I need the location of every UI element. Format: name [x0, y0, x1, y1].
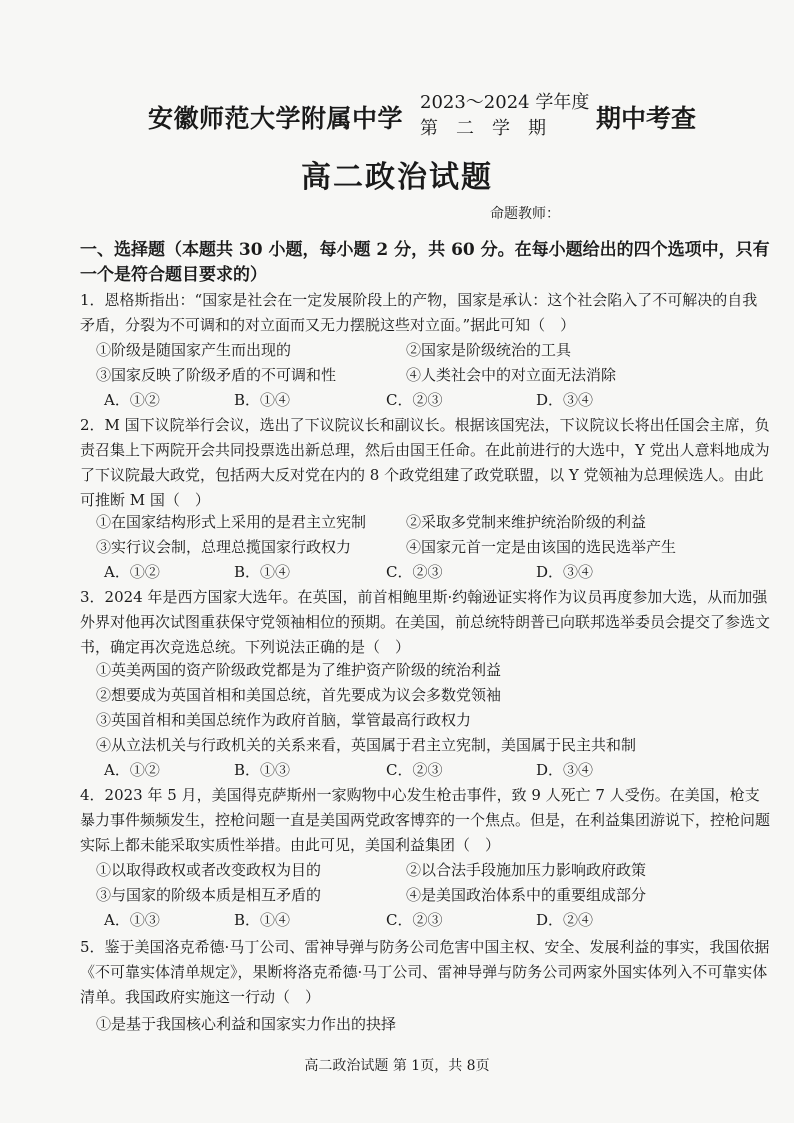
- author-label: 命题教师：: [490, 206, 560, 222]
- term-info: [420, 88, 590, 140]
- choice-a[interactable]: A．①②: [104, 391, 160, 409]
- question-1: [80, 288, 770, 338]
- statement-item: ①以取得政权或者改变政权为目的: [96, 861, 322, 879]
- exam-header: [148, 88, 708, 138]
- choice-d[interactable]: D．②④: [536, 911, 594, 929]
- choice-a[interactable]: A．①③: [104, 911, 160, 929]
- statement-item: ④从立法机关与行政机关的关系来看，英国属于君主立宪制，美国属于民主共和制: [96, 736, 637, 754]
- statement-item: ②想要成为英国首相和美国总统，首先要成为议会多数党领袖: [96, 686, 502, 704]
- choice-c[interactable]: C．②③: [386, 563, 443, 581]
- choice-d[interactable]: D．③④: [536, 391, 594, 409]
- question-stem: 3．2024 年是西方国家大选年。在英国，前首相鲍里斯·约翰逊证实将作为议员再度参加大选，从而加强外界对他再次试图重获保守党领袖相位的预期。在美国，前总统特朗普已向联邦选举委员会提交了参选文书，确定再次竞选总统。下列说法正确的是（ ）: [80, 588, 771, 656]
- statement-item: ④是美国政治体系中的重要组成部分: [406, 886, 647, 904]
- statement-item: ②采取多党制来维护统治阶级的利益: [406, 513, 647, 531]
- choice-d[interactable]: D．③④: [536, 761, 594, 779]
- statement-item: ①英美两国的资产阶级政党都是为了维护资产阶级的统治利益: [96, 661, 502, 679]
- question-stem: 1．恩格斯指出：“国家是社会在一定发展阶段上的产物，国家是承认：这个社会陷入了不可解决的自我矛盾，分裂为不可调和的对立面而又无力摆脱这些对立面。”据此可知（ ）: [80, 291, 758, 334]
- question-stem: 4．2023 年 5 月，美国得克萨斯州一家购物中心发生枪击事件，致 9 人死亡 7 人受伤。在美国，枪支暴力事件频频发生，控枪问题一直是美国两党政客博弈的一个焦点。但是，在利益集团游说下，控枪问题实际上都未能采取实质性举措。由此可见，美国利益集团（ ）: [80, 786, 771, 854]
- question-4: [80, 783, 770, 858]
- choice-a[interactable]: A．①②: [104, 761, 160, 779]
- choice-b[interactable]: B．①④: [234, 563, 291, 581]
- page-title: 高二政治试题: [301, 160, 493, 195]
- question-stem: 5．鉴于美国洛克希德·马丁公司、雷神导弹与防务公司危害中国主权、安全、发展利益的事实，我国依据《不可靠实体清单规定》，果断将洛克希德·马丁公司、雷神导弹与防务公司两家外国实体列入不可靠实体清单。我国政府实施这一行动（ ）: [80, 938, 770, 1006]
- statement-item: ③英国首相和美国总统作为政府首脑，掌管最高行政权力: [96, 711, 472, 729]
- question-5: [80, 935, 770, 1010]
- choice-c[interactable]: C．②③: [386, 391, 443, 409]
- statement-item: ③与国家的阶级本质是相互矛盾的: [96, 886, 322, 904]
- academic-year: 2023～2024 学年度: [420, 92, 590, 113]
- choice-d[interactable]: D．③④: [536, 563, 594, 581]
- statement-item: ①在国家结构形式上采用的是君主立宪制: [96, 513, 367, 531]
- choice-c[interactable]: C．②③: [386, 911, 443, 929]
- statement-item: ③实行议会制，总理总揽国家行政权力: [96, 538, 352, 556]
- statement-item: ②国家是阶级统治的工具: [406, 341, 572, 359]
- choice-b[interactable]: B．①④: [234, 391, 291, 409]
- choice-b[interactable]: B．①③: [234, 761, 291, 779]
- exam-type: 期中考查: [596, 104, 697, 133]
- statement-item: ②以合法手段施加压力影响政府政策: [406, 861, 647, 879]
- statement-item: ③国家反映了阶级矛盾的不可调和性: [96, 366, 337, 384]
- choice-a[interactable]: A．①②: [104, 563, 160, 581]
- statement-item: ①是基于我国核心利益和国家实力作出的抉择: [96, 1015, 397, 1033]
- section-heading: 一、选择题（本题共 30 小题，每小题 2 分，共 60 分。在每小题给出的四个选项中，只有一个是符合题目要求的）: [80, 240, 770, 285]
- statement-item: ④国家元首一定是由该国的选民选举产生: [406, 538, 677, 556]
- question-3: [80, 585, 770, 660]
- statement-item: ①阶级是随国家产生而出现的: [96, 341, 292, 359]
- page-footer: 高二政治试题 第 1页，共 8页: [304, 1058, 490, 1074]
- choice-c[interactable]: C．②③: [386, 761, 443, 779]
- statement-item: ④人类社会中的对立面无法消除: [406, 366, 617, 384]
- choice-b[interactable]: B．①④: [234, 911, 291, 929]
- question-stem: 2．M 国下议院举行会议，选出了下议院议长和副议长。根据该国宪法，下议院议长将出任国会主席，负责召集上下两院开会共同投票选出新总理，然后由国王任命。在此前进行的大选中，Y 党出人意料地成为了下议院最大政党，包括两大反对党在内的 8 个政党组建了政党联盟，以 Y 党领袖为总理候选人。由此可推断 M 国（ ）: [80, 416, 770, 509]
- semester: 第二学期: [420, 118, 564, 139]
- school-name: 安徽师范大学附属中学: [148, 104, 404, 133]
- question-2: [80, 413, 770, 513]
